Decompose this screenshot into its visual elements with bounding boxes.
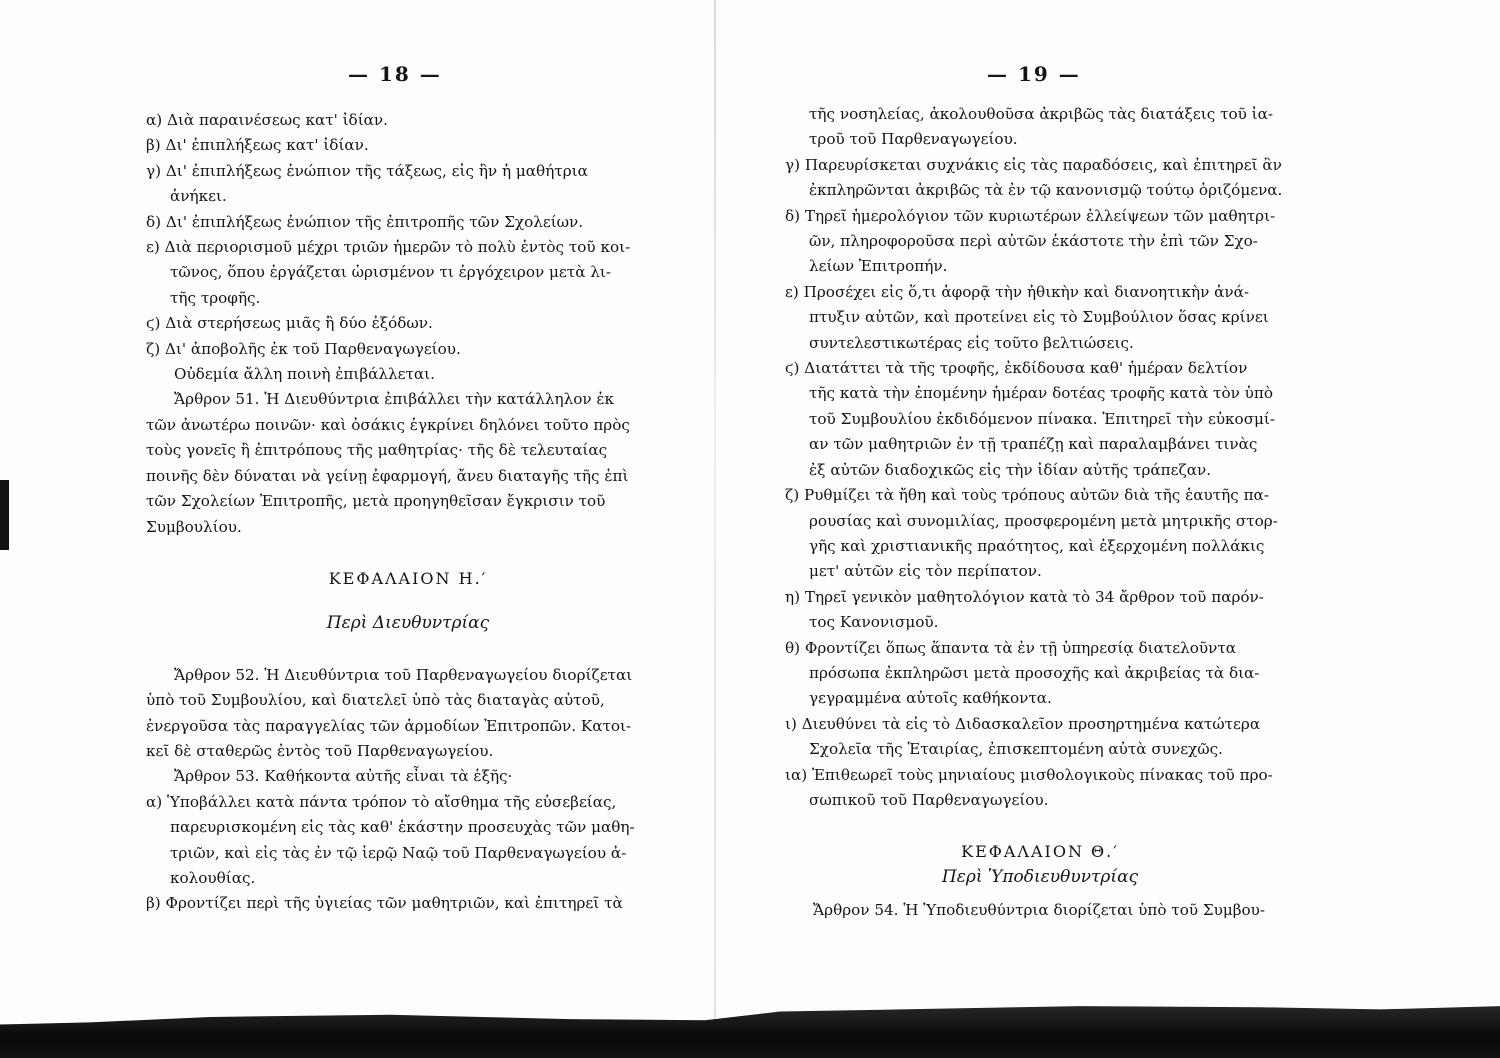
right-page	[775, 0, 1295, 1010]
text-line: ε) Προσέχει εἰς ὅ,τι ἀφορᾷ τὴν ἠθικὴν καὶ διανοητικὴν ἀνά-	[785, 282, 1250, 301]
text-line: β) Φροντίζει περὶ τῆς ὑγιείας τῶν μαθητριῶν, καὶ ἐπιτηρεῖ τὰ	[146, 894, 623, 913]
text-line: λείων Ἐπιτροπήν.	[809, 257, 948, 276]
text-line: δ) Δι' ἐπιπλήξεως ἐνώπιον τῆς ἐπιτροπῆς τῶν Σχολείων.	[146, 212, 584, 231]
text-line: ἀνήκει.	[170, 187, 227, 206]
text-line: τροῦ τοῦ Παρθεναγωγείου.	[809, 130, 1018, 149]
text-line: τῆς τροφῆς.	[170, 288, 261, 307]
text-line: ζ) Ρυθμίζει τὰ ἤθη καὶ τοὺς τρόπους αὐτῶν διὰ τῆς ἑαυτῆς πα-	[785, 486, 1269, 505]
text-line: η) Τηρεῖ γενικὸν μαθητολόγιον κατὰ τὸ 34 ἄρθρον τοῦ παρόν-	[785, 587, 1264, 606]
left-page-text	[146, 108, 670, 917]
text-line: δ) Τηρεῖ ἡμερολόγιον τῶν κυριωτέρων ἐλλείψεων τῶν μαθητρι-	[785, 206, 1276, 225]
text-line: ϛ) Διατάττει τὰ τῆς τροφῆς, ἐκδίδουσα καθ' ἡμέραν δελτίον	[785, 359, 1248, 378]
text-line: κολουθίας.	[170, 868, 256, 887]
text-line: τῆς κατὰ τὴν ἐπομένην ἡμέραν δοτέας τροφῆς κατὰ τὸν ὑπὸ	[809, 384, 1274, 403]
text-line: γ) Παρευρίσκεται συχνάκις εἰς τὰς παραδόσεις, καὶ ἐπιτηρεῖ ἂν	[785, 155, 1282, 174]
text-line: συντελεστικωτέρας εἰς τοῦτο βελτιώσεις.	[809, 333, 1134, 352]
text-line: μετ' αὐτῶν εἰς τὸν περίπατον.	[809, 562, 1042, 581]
text-line: Σχολεῖα τῆς Ἑταιρίας, ἐπισκεπτομένη αὐτὰ συνεχῶς.	[809, 740, 1223, 759]
left-page	[110, 0, 670, 1010]
text-line: γ) Δι' ἐπιπλήξεως ἐνώπιον τῆς τάξεως, εἰς ἣν ἡ μαθήτρια	[146, 161, 588, 180]
text-line: τῶν ἀνωτέρω ποινῶν· καὶ ὁσάκις ἐγκρίνει δηλόνει τοῦτο πρὸς	[146, 415, 630, 434]
text-line: ζ) Δι' ἀποβολῆς ἐκ τοῦ Παρθεναγωγείου.	[146, 339, 461, 358]
chapter-title-right: ΚΕΦΑΛΑΙΟΝ Θ.′	[961, 842, 1119, 862]
text-line: ὑπὸ τοῦ Συμβουλίου, καὶ διατελεῖ ὑπὸ τὰς διαταγὰς αὐτοῦ,	[146, 691, 605, 710]
text-line: Ἄρθρον 54. Ἡ Ὑποδιευθύντρια διορίζεται ὑπὸ τοῦ Συμβου-	[813, 901, 1266, 920]
page-number-left: — 18 —	[348, 62, 442, 86]
chapter-title-left: ΚΕΦΑΛΑΙΟΝ Η.′	[328, 568, 488, 588]
text-line: πτυξιν αὐτῶν, καὶ προτείνει εἰς τὸ Συμβούλιον ὅσας κρίνει	[809, 308, 1269, 327]
text-line: γῆς καὶ χριστιανικῆς πραότητος, καὶ ἐξερχομένη πολλάκις	[809, 536, 1265, 555]
text-line: τριῶν, καὶ εἰς τὰς ἐν τῷ ἱερῷ Ναῷ τοῦ Παρθεναγωγείου ἀ-	[170, 843, 627, 862]
text-line: τῶν Σχολείων Ἐπιτροπῆς, μετὰ προηγηθεῖσαν ἔγκρισιν τοῦ	[146, 492, 606, 511]
text-line: κεῖ δὲ σταθερῶς ἐντὸς τοῦ Παρθεναγωγείου.	[146, 741, 494, 760]
text-line: Ἄρθρον 52. Ἡ Διευθύντρια τοῦ Παρθεναγωγείου διορίζεται	[174, 665, 633, 684]
text-line: ἐκπληρῶνται ἀκριβῶς τὰ ἐν τῷ κανονισμῷ τούτῳ ὁριζόμενα.	[809, 181, 1283, 200]
text-line: ρουσίας καὶ συνομιλίας, προσφερομένη μετὰ μητρικῆς στορ-	[809, 511, 1278, 530]
text-line: Οὐδεμία ἄλλη ποινὴ ἐπιβάλλεται.	[174, 365, 435, 384]
text-line: ποινῆς δὲν δύναται νὰ γείνῃ ἐφαρμογή, ἄνευ διαταγῆς τῆς ἐπὶ	[146, 466, 629, 485]
right-page-text	[785, 102, 1295, 924]
text-line: ἐνεργοῦσα τὰς παραγγελίας τῶν ἁρμοδίων Ἐπιτροπῶν. Κατοι-	[146, 716, 632, 735]
text-line: τοῦ Συμβουλίου ἐκδιδόμενον πίνακα. Ἐπιτηρεῖ τὴν εὐκοσμί-	[809, 409, 1276, 428]
scan-shadow-band	[0, 1004, 1500, 1058]
text-line: σωπικοῦ τοῦ Παρθεναγωγείου.	[809, 790, 1049, 809]
chapter-subtitle-left: Περὶ Διευθυντρίας	[326, 613, 490, 634]
text-line: ι) Διευθύνει τὰ εἰς τὸ Διδασκαλεῖον προσηρτημένα κατώτερα	[785, 714, 1261, 733]
text-line: τῶνος, ὅπου ἐργάζεται ὡρισμένον τι ἐργόχειρον μετὰ λι-	[170, 263, 611, 282]
text-line: πρόσωπα ἐκπληρῶσι μετὰ προσοχῆς καὶ ἀκριβείας τὰ δια-	[809, 663, 1260, 682]
text-line: α) Ὑποβάλλει κατὰ πάντα τρόπον τὸ αἴσθημα τῆς εὐσεβείας,	[146, 792, 617, 811]
text-line: Συμβουλίου.	[146, 517, 242, 536]
page-number-right: — 19 —	[987, 62, 1081, 86]
scan-edge-mark	[0, 480, 9, 550]
text-line: ια) Ἐπιθεωρεῖ τοὺς μηνιαίους μισθολογικοὺς πίνακας τοῦ προ-	[785, 765, 1273, 784]
text-line: θ) Φροντίζει ὅπως ἅπαντα τὰ ἐν τῇ ὑπηρεσίᾳ διατελοῦντα	[785, 638, 1237, 657]
text-line: αν τῶν μαθητριῶν ἐν τῇ τραπέζῃ καὶ παραλαμβάνει τινὰς	[809, 435, 1258, 454]
text-line: παρευρισκομένη εἰς τὰς καθ' ἑκάστην προσευχὰς τῶν μαθη-	[170, 818, 635, 837]
text-line: τοὺς γονεῖς ἢ ἐπιτρόπους τῆς μαθητρίας· τῆς δὲ τελευταίας	[146, 441, 608, 460]
text-line: ϛ) Διὰ στερήσεως μιᾶς ἢ δύο ἐξόδων.	[146, 314, 433, 333]
text-line: τος Κανονισμοῦ.	[809, 613, 939, 632]
text-line: Ἄρθρον 53. Καθήκοντα αὐτῆς εἶναι τὰ ἑξῆς·	[174, 767, 513, 786]
text-line: α) Διὰ παραινέσεως κατ' ἰδίαν.	[146, 111, 388, 129]
text-line: ῶν, πληροφοροῦσα περὶ αὐτῶν ἑκάστοτε τὴν ἐπὶ τῶν Σχο-	[809, 232, 1258, 251]
text-line: ἐξ αὐτῶν διαδοχικῶς εἰς τὴν ἰδίαν αὐτῆς τράπεζαν.	[809, 460, 1212, 479]
book-gutter	[714, 0, 716, 1058]
text-line: Ἄρθρον 51. Ἡ Διευθύντρια ἐπιβάλλει τὴν κατάλληλον ἐκ	[174, 390, 615, 409]
chapter-subtitle-right: Περὶ Ὑποδιευθυντρίας	[941, 866, 1139, 887]
text-line: τῆς νοσηλείας, ἀκολουθοῦσα ἀκριβῶς τὰς διατάξεις τοῦ ἰα-	[809, 105, 1274, 123]
text-line: γεγραμμένα αὐτοῖς καθήκοντα.	[809, 689, 1052, 708]
text-line: β) Δι' ἐπιπλήξεως κατ' ἰδίαν.	[146, 136, 369, 155]
text-line: ε) Διὰ περιορισμοῦ μέχρι τριῶν ἡμερῶν τὸ πολὺ ἐντὸς τοῦ κοι-	[146, 238, 631, 257]
